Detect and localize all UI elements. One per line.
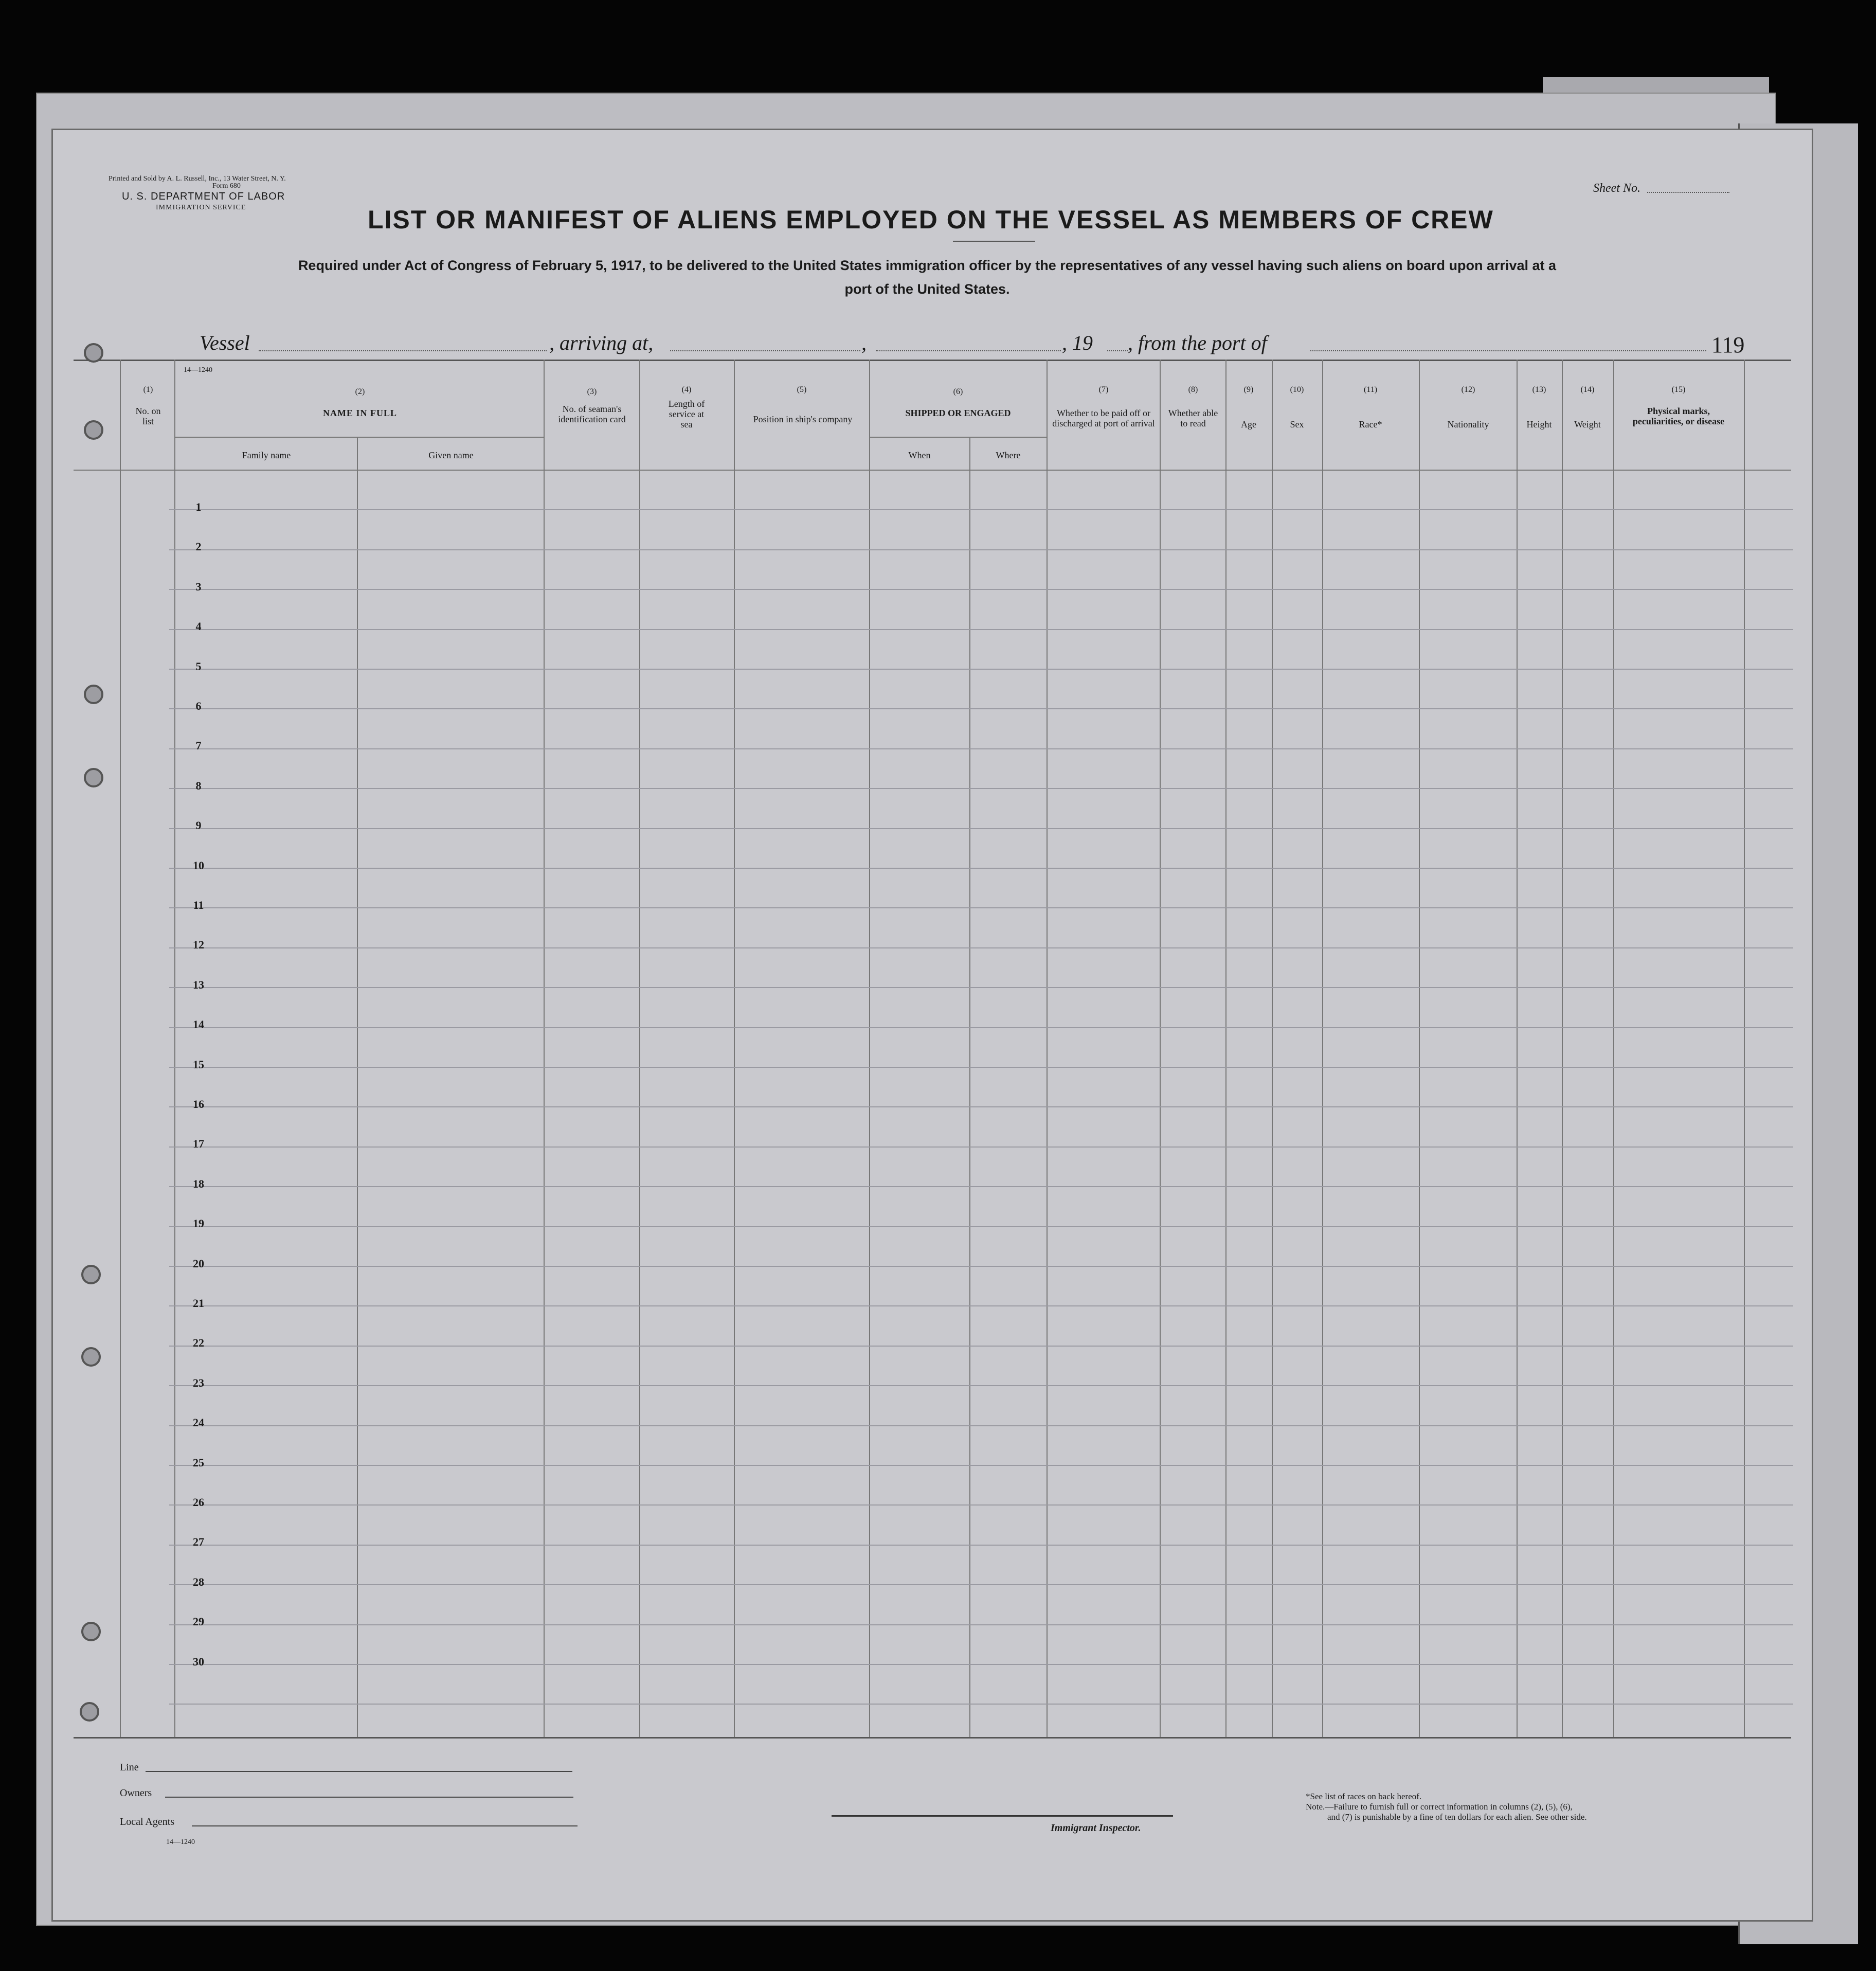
row-number: 10 (193, 859, 204, 872)
row-number: 24 (193, 1416, 204, 1429)
row-number: 15 (193, 1058, 204, 1071)
subtitle-line-1: Required under Act of Congress of February 5, 1917, to be delivered to the United States immigration officer by the representatives of any vessel having such aliens on board upon arrival at a (298, 258, 1557, 273)
row-number: 28 (193, 1575, 204, 1588)
owners-field[interactable] (165, 1797, 573, 1798)
row-number: 22 (193, 1336, 204, 1349)
col4-number: (4) (681, 385, 692, 394)
row-number: 21 (193, 1297, 204, 1310)
col-line-10 (1322, 360, 1323, 1737)
row-number: 4 (195, 620, 202, 633)
row-rule (169, 708, 1793, 709)
col-line-12 (1517, 360, 1518, 1737)
col-line-9 (1272, 360, 1273, 1737)
row-number: 26 (193, 1496, 204, 1509)
punch-hole (84, 420, 103, 440)
punch-hole (84, 768, 103, 787)
year-label: , 19 (1062, 331, 1093, 354)
row-number: 13 (193, 978, 204, 991)
row-number: 16 (193, 1098, 204, 1110)
penalty-note-line-1: Note.—Failure to furnish full or correct information in columns (2), (5), (6), (1306, 1802, 1573, 1812)
col1-number: (1) (143, 385, 153, 394)
row-number: 9 (195, 819, 202, 832)
row-rule (169, 1425, 1793, 1426)
row-rule (169, 1067, 1793, 1068)
col6-header: SHIPPED OR ENGAGED (905, 408, 1011, 418)
manifest-sheet (51, 129, 1813, 1922)
row-rule (169, 748, 1793, 749)
col11-number: (11) (1363, 385, 1378, 394)
col2-header: NAME IN FULL (322, 408, 397, 418)
row-rule (169, 907, 1793, 908)
date-field[interactable] (876, 350, 1061, 351)
arriving-field[interactable] (670, 350, 860, 351)
row-rule (169, 669, 1793, 670)
col-line-13 (1562, 360, 1563, 1737)
family-name-header: Family name (242, 450, 291, 460)
row-number: 5 (195, 660, 202, 673)
col14-number: (14) (1580, 385, 1595, 394)
row-number: 23 (193, 1376, 204, 1389)
row-number: 12 (193, 938, 204, 951)
col-line-2 (544, 360, 545, 1737)
inspector-signature-line[interactable] (832, 1815, 1173, 1817)
given-name-header: Given name (428, 450, 474, 460)
row-number: 8 (195, 779, 202, 792)
row-number: 1 (195, 500, 202, 513)
col2-number: (2) (355, 387, 365, 396)
row-rule (169, 509, 1793, 510)
col9-header: Age (1241, 419, 1256, 429)
col7-number: (7) (1098, 385, 1109, 394)
col8-number: (8) (1188, 385, 1198, 394)
col14-header: Weight (1574, 419, 1601, 429)
printer-credit: Printed and Sold by A. L. Russell, Inc., 13 Water Street, N. Y. (109, 175, 286, 183)
line-field[interactable] (146, 1771, 572, 1772)
col-line-8 (1225, 360, 1226, 1737)
row-rule (169, 629, 1793, 630)
row-rule (169, 549, 1793, 550)
punch-hole (84, 343, 103, 363)
page-number: 119 (1711, 332, 1745, 357)
date-comma: , (861, 331, 867, 354)
col-line-2a (357, 437, 358, 1737)
owners-label: Owners (120, 1787, 152, 1799)
row-number: 30 (193, 1655, 204, 1668)
row-number: 29 (193, 1615, 204, 1628)
from-port-field[interactable] (1310, 350, 1706, 351)
col10-header: Sex (1290, 419, 1304, 429)
row-rule (169, 1266, 1793, 1267)
col-line-6a (969, 437, 970, 1737)
races-note: *See list of races on back hereof. (1306, 1791, 1422, 1801)
col-line-5 (869, 360, 870, 1737)
inspector-label: Immigrant Inspector. (1051, 1822, 1141, 1834)
footer-code: 14—1240 (166, 1838, 195, 1846)
row-rule (169, 987, 1793, 988)
local-agents-label: Local Agents (120, 1816, 175, 1827)
punch-hole (81, 1265, 101, 1284)
row-rule (169, 1305, 1793, 1306)
punch-hole (80, 1702, 99, 1722)
row-rule (169, 1545, 1793, 1546)
row-number: 11 (193, 899, 204, 911)
col-line-1 (174, 360, 175, 1737)
form-number: Form 680 (212, 182, 241, 190)
form-title: LIST OR MANIFEST OF ALIENS EMPLOYED ON THE VESSEL AS MEMBERS OF CREW (368, 205, 1494, 234)
col13-number: (13) (1532, 385, 1546, 394)
col5-number: (5) (797, 385, 807, 394)
col-line-15 (1744, 360, 1745, 1737)
shipped-when-header: When (908, 450, 931, 460)
row-rule (169, 1186, 1793, 1187)
department-name: U. S. DEPARTMENT OF LABOR (122, 191, 285, 202)
col11-header: Race* (1359, 419, 1382, 429)
punch-hole (84, 685, 103, 704)
row-rule (169, 1624, 1793, 1625)
col15-header: Physical marks, peculiarities, or disease (1632, 406, 1725, 426)
row-rule (169, 1704, 1793, 1705)
row-number: 6 (195, 700, 202, 712)
row-rule (169, 788, 1793, 789)
col9-number: (9) (1243, 385, 1254, 394)
table-top-border (74, 360, 1791, 361)
col13-header: Height (1526, 419, 1552, 429)
row-number: 27 (193, 1535, 204, 1548)
vessel-label: Vessel (200, 331, 250, 354)
row-rule (169, 828, 1793, 829)
col-line-11 (1419, 360, 1420, 1737)
punch-hole (81, 1347, 101, 1367)
row-rule (169, 1504, 1793, 1506)
from-port-label: , from the port of (1128, 331, 1267, 354)
col-line-7 (1160, 360, 1161, 1737)
row-number: 3 (195, 580, 202, 593)
col8-header: Whether able to read (1168, 408, 1218, 428)
col3-header: No. of seaman's identification card (558, 404, 626, 424)
local-agents-field[interactable] (192, 1825, 578, 1826)
subtitle-line-2: port of the United States. (844, 281, 1010, 297)
shipped-where-header: Where (996, 450, 1021, 460)
row-rule (169, 1346, 1793, 1347)
row-number: 20 (193, 1257, 204, 1270)
col10-number: (10) (1290, 385, 1304, 394)
punch-hole (81, 1622, 101, 1641)
row-rule (169, 1664, 1793, 1665)
service-name: IMMIGRATION SERVICE (156, 204, 246, 211)
row-number: 25 (193, 1456, 204, 1469)
vessel-field[interactable] (259, 350, 547, 351)
row-rule (169, 1106, 1793, 1107)
sheet-number-field[interactable] (1647, 192, 1729, 193)
col5-header: Position in ship's company (753, 414, 853, 424)
row-number: 17 (193, 1137, 204, 1150)
row-number: 14 (193, 1018, 204, 1031)
row-rule (169, 1385, 1793, 1386)
col-line-3 (639, 360, 640, 1737)
col3-number: (3) (587, 387, 597, 396)
col7-header: Whether to be paid off or discharged at port of arrival (1052, 408, 1155, 428)
row-number: 18 (193, 1177, 204, 1190)
row-rule (169, 1226, 1793, 1227)
shipped-subheader-rule (869, 437, 1047, 438)
col6-number: (6) (953, 387, 963, 396)
row-number: 2 (195, 540, 202, 553)
row-rule (169, 947, 1793, 948)
row-rule (169, 1027, 1793, 1028)
col-line-0 (120, 360, 121, 1737)
title-rule (953, 241, 1035, 242)
arriving-label: , arriving at, (549, 331, 654, 354)
year-field[interactable] (1107, 350, 1128, 351)
line-label: Line (120, 1762, 139, 1773)
column-code: 14—1240 (184, 366, 212, 374)
row-rule (169, 1146, 1793, 1148)
table-bottom-border (74, 1737, 1791, 1739)
form-subtitle (104, 254, 1750, 301)
col-line-6 (1047, 360, 1048, 1737)
col-line-4 (734, 360, 735, 1737)
row-rule (169, 1465, 1793, 1466)
col12-header: Nationality (1447, 419, 1489, 429)
row-rule (169, 589, 1793, 590)
name-subheader-rule (174, 437, 544, 438)
col-line-14 (1613, 360, 1614, 1737)
col4-header: Length of service at sea (668, 399, 705, 429)
col12-number: (12) (1461, 385, 1475, 394)
col15-number: (15) (1671, 385, 1686, 394)
row-number: 7 (195, 739, 202, 752)
sheet-number-label: Sheet No. (1593, 182, 1640, 195)
row-number: 19 (193, 1217, 204, 1230)
col1-header: No. on list (135, 406, 161, 426)
row-rule (169, 1584, 1793, 1585)
penalty-note-line-2: and (7) is punishable by a fine of ten dollars for each alien. See other side. (1327, 1812, 1587, 1822)
row-rule (169, 868, 1793, 869)
header-bottom-border (74, 470, 1791, 471)
